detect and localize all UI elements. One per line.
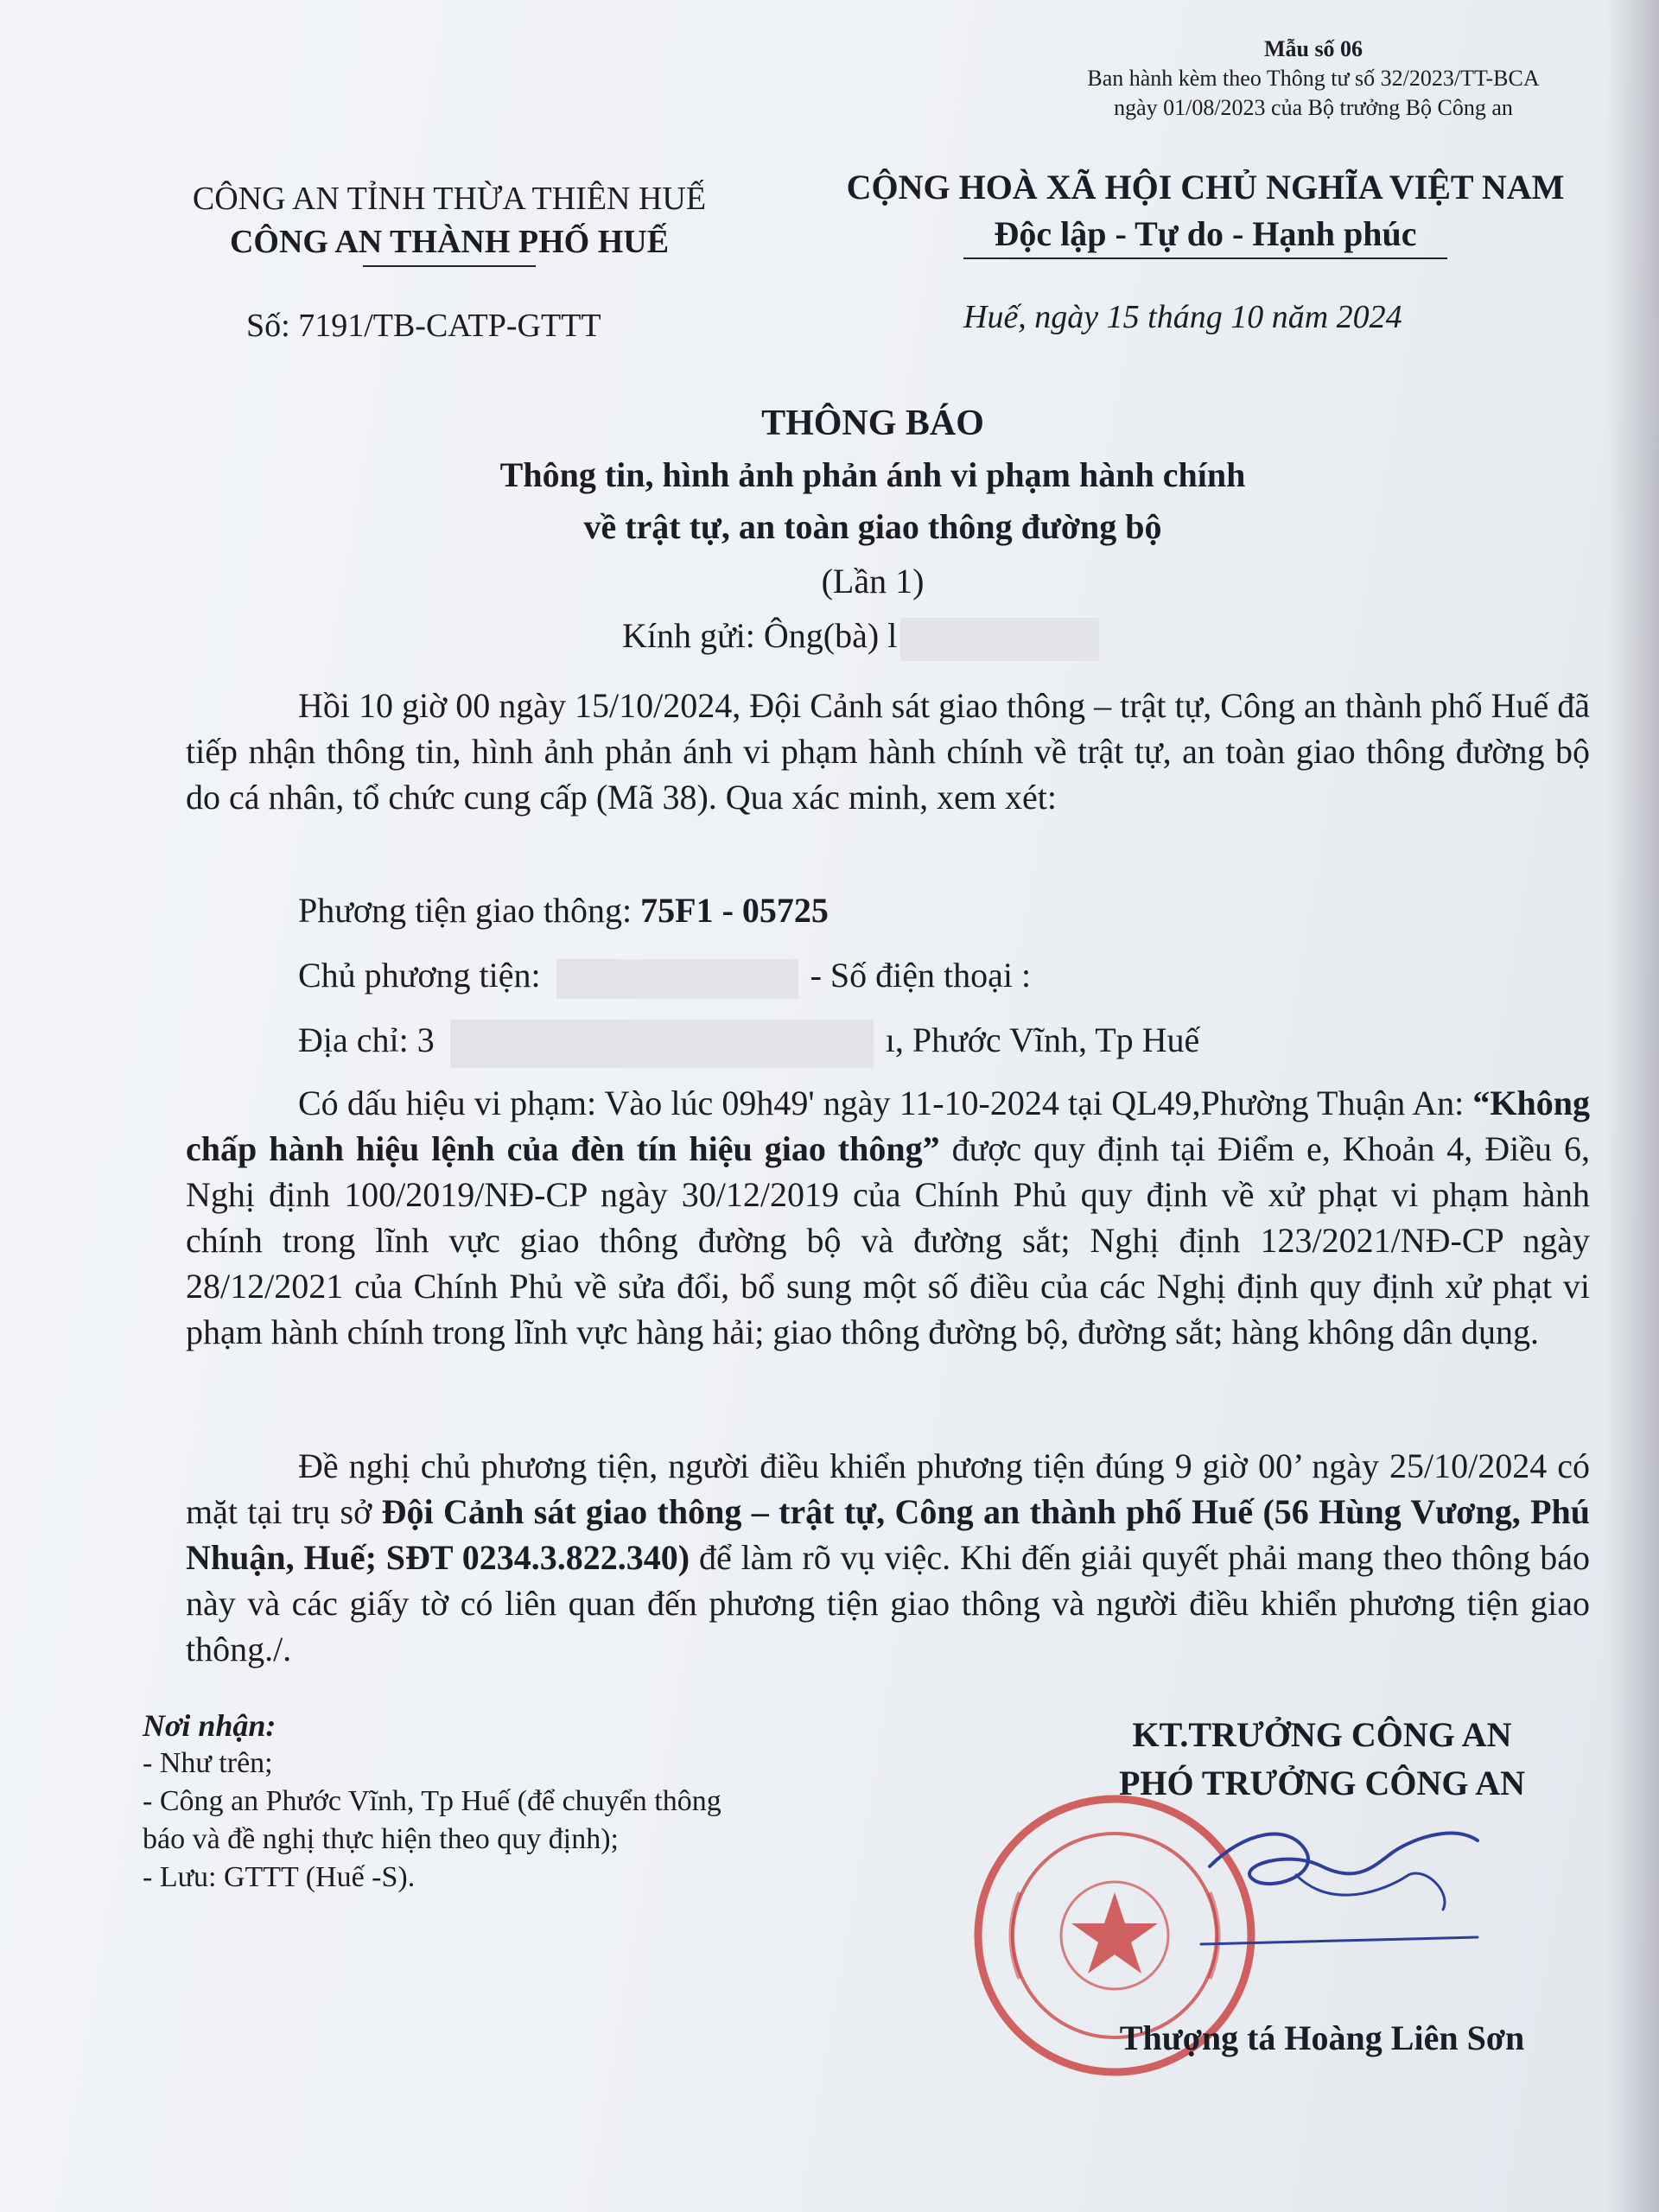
form-number-block xyxy=(1028,35,1599,123)
request-prefix: Đề nghị chủ phương tiện, người điều khiển phương tiện đúng 9 giờ 00’ ngày 25/10/2024 có mặt tại trụ sở xyxy=(186,1446,1590,1531)
recipient-name-visible: l xyxy=(887,616,898,655)
agency-underline xyxy=(363,265,536,267)
redacted-recipient-name xyxy=(900,618,1099,661)
title-block xyxy=(259,397,1486,610)
form-number: Mẫu số 06 xyxy=(1263,36,1363,61)
vehicle-label: Phương tiện giao thông: xyxy=(298,891,632,930)
motto-underline xyxy=(963,257,1447,259)
violation-prefix: Có dấu hiệu vi phạm: Vào lúc 09h49' ngày 11-10-2024 tại QL49,Phường Thuận An: xyxy=(298,1084,1473,1122)
vehicle-line xyxy=(298,890,829,931)
subtitle-line-1: Thông tin, hình ảnh phản ánh vi phạm hành chính xyxy=(499,455,1246,494)
recipients-heading: Nơi nhận: xyxy=(143,1708,276,1743)
owner-label: Chủ phương tiện: xyxy=(298,956,541,995)
vehicle-plate: 75F1 - 05725 xyxy=(640,891,829,930)
recipients-item-3: - Lưu: GTTT (Huế -S). xyxy=(143,1861,416,1893)
page-shadow xyxy=(1607,0,1659,2212)
redacted-address xyxy=(450,1020,874,1068)
notice-round: (Lần 1) xyxy=(821,562,925,601)
agency-name: CÔNG AN THÀNH PHỐ HUẾ xyxy=(229,224,670,260)
address-line xyxy=(298,1020,1199,1068)
agency-parent: CÔNG AN TỈNH THỪA THIÊN HUẾ xyxy=(192,181,707,217)
place-date: Huế, ngày 15 tháng 10 năm 2024 xyxy=(963,299,1402,335)
violation-suffix: được quy định tại Điểm e, Khoản 4, Điều 6, Nghị định 100/2019/NĐ-CP ngày 30/12/2019 của Chính Phủ quy định về xử phạt vi phạm hành chính trong lĩnh vực giao thông đường bộ và đường sắt; Nghị định 123/2021/NĐ-CP ngày 28/12/2021 của Chính Phủ về sửa đổi, bổ sung một số điều của các Nghị định quy định xử phạt vi phạm hành chính trong lĩnh vực hàng hải; giao thông đường bộ, đường sắt; hàng không dân dụng. xyxy=(186,1129,1590,1351)
phone-label: - Số điện thoại : xyxy=(810,956,1032,995)
request-paragraph xyxy=(186,1443,1590,1672)
violation-paragraph xyxy=(186,1080,1590,1355)
redacted-owner-name xyxy=(556,959,798,999)
request-suffix: để làm rõ vụ việc. Khi đến giải quyết phải mang theo thông báo này và các giấy tờ có liên quan đến phương tiện giao thông và người điều khiển phương tiện giao thông./. xyxy=(186,1538,1590,1669)
recipient-label: Kính gửi: Ông(bà) xyxy=(622,616,880,655)
agency-header xyxy=(130,177,769,267)
address-tail: ı, Phước Vĩnh, Tp Huế xyxy=(885,1020,1200,1060)
signature-line-2: PHÓ TRƯỞNG CÔNG AN xyxy=(1118,1764,1526,1802)
signer-name: Thượng tá Hoàng Liên Sơn xyxy=(1119,2018,1525,2057)
signature-title xyxy=(1020,1711,1624,1808)
owner-line xyxy=(298,955,1031,999)
violation-act: “Không chấp hành hiệu lệnh của đèn tín hiệu giao thông” xyxy=(186,1084,1590,1168)
recipients-item-2b: báo và đề nghị thực hiện theo quy định); xyxy=(143,1823,619,1855)
recipients-item-2a: - Công an Phước Vĩnh, Tp Huế (để chuyển thông xyxy=(143,1785,721,1817)
recipients-list xyxy=(143,1707,721,1897)
form-issued-date: ngày 01/08/2023 của Bộ trưởng Bộ Công an xyxy=(1114,95,1513,120)
recipient-line xyxy=(622,615,1099,661)
address-label: Địa chỉ: 3 xyxy=(298,1020,435,1060)
national-motto: Độc lập - Tự do - Hạnh phúc xyxy=(994,214,1417,253)
subtitle-line-2: về trật tự, an toàn giao thông đường bộ xyxy=(583,507,1162,546)
document-title: THÔNG BÁO xyxy=(761,404,984,443)
intro-paragraph: Hồi 10 giờ 00 ngày 15/10/2024, Đội Cảnh sát giao thông – trật tự, Công an thành phố Huế đã tiếp nhận thông tin, hình ảnh phản ánh vi phạm hành chính về trật tự, an toàn giao thông đường bộ do cá nhân, tổ chức cung cấp (Mã 38). Qua xác minh, xem xét: xyxy=(186,686,1590,817)
handwritten-signature xyxy=(1192,1815,1486,1953)
document-number: Số: 7191/TB-CATP-GTTT xyxy=(246,308,601,344)
request-location: Đội Cảnh sát giao thông – trật tự, Công an thành phố Huế (56 Hùng Vương, Phú Nhuận, Huế; SĐT 0234.3.822.340) xyxy=(186,1492,1590,1577)
signature-line-1: KT.TRƯỞNG CÔNG AN xyxy=(1132,1715,1512,1754)
national-header xyxy=(795,164,1616,259)
recipients-item-1: - Như trên; xyxy=(143,1747,273,1779)
country-name: CỘNG HOÀ XÃ HỘI CHỦ NGHĨA VIỆT NAM xyxy=(846,168,1565,207)
form-issued-with: Ban hành kèm theo Thông tư số 32/2023/TT-BCA xyxy=(1087,66,1540,91)
